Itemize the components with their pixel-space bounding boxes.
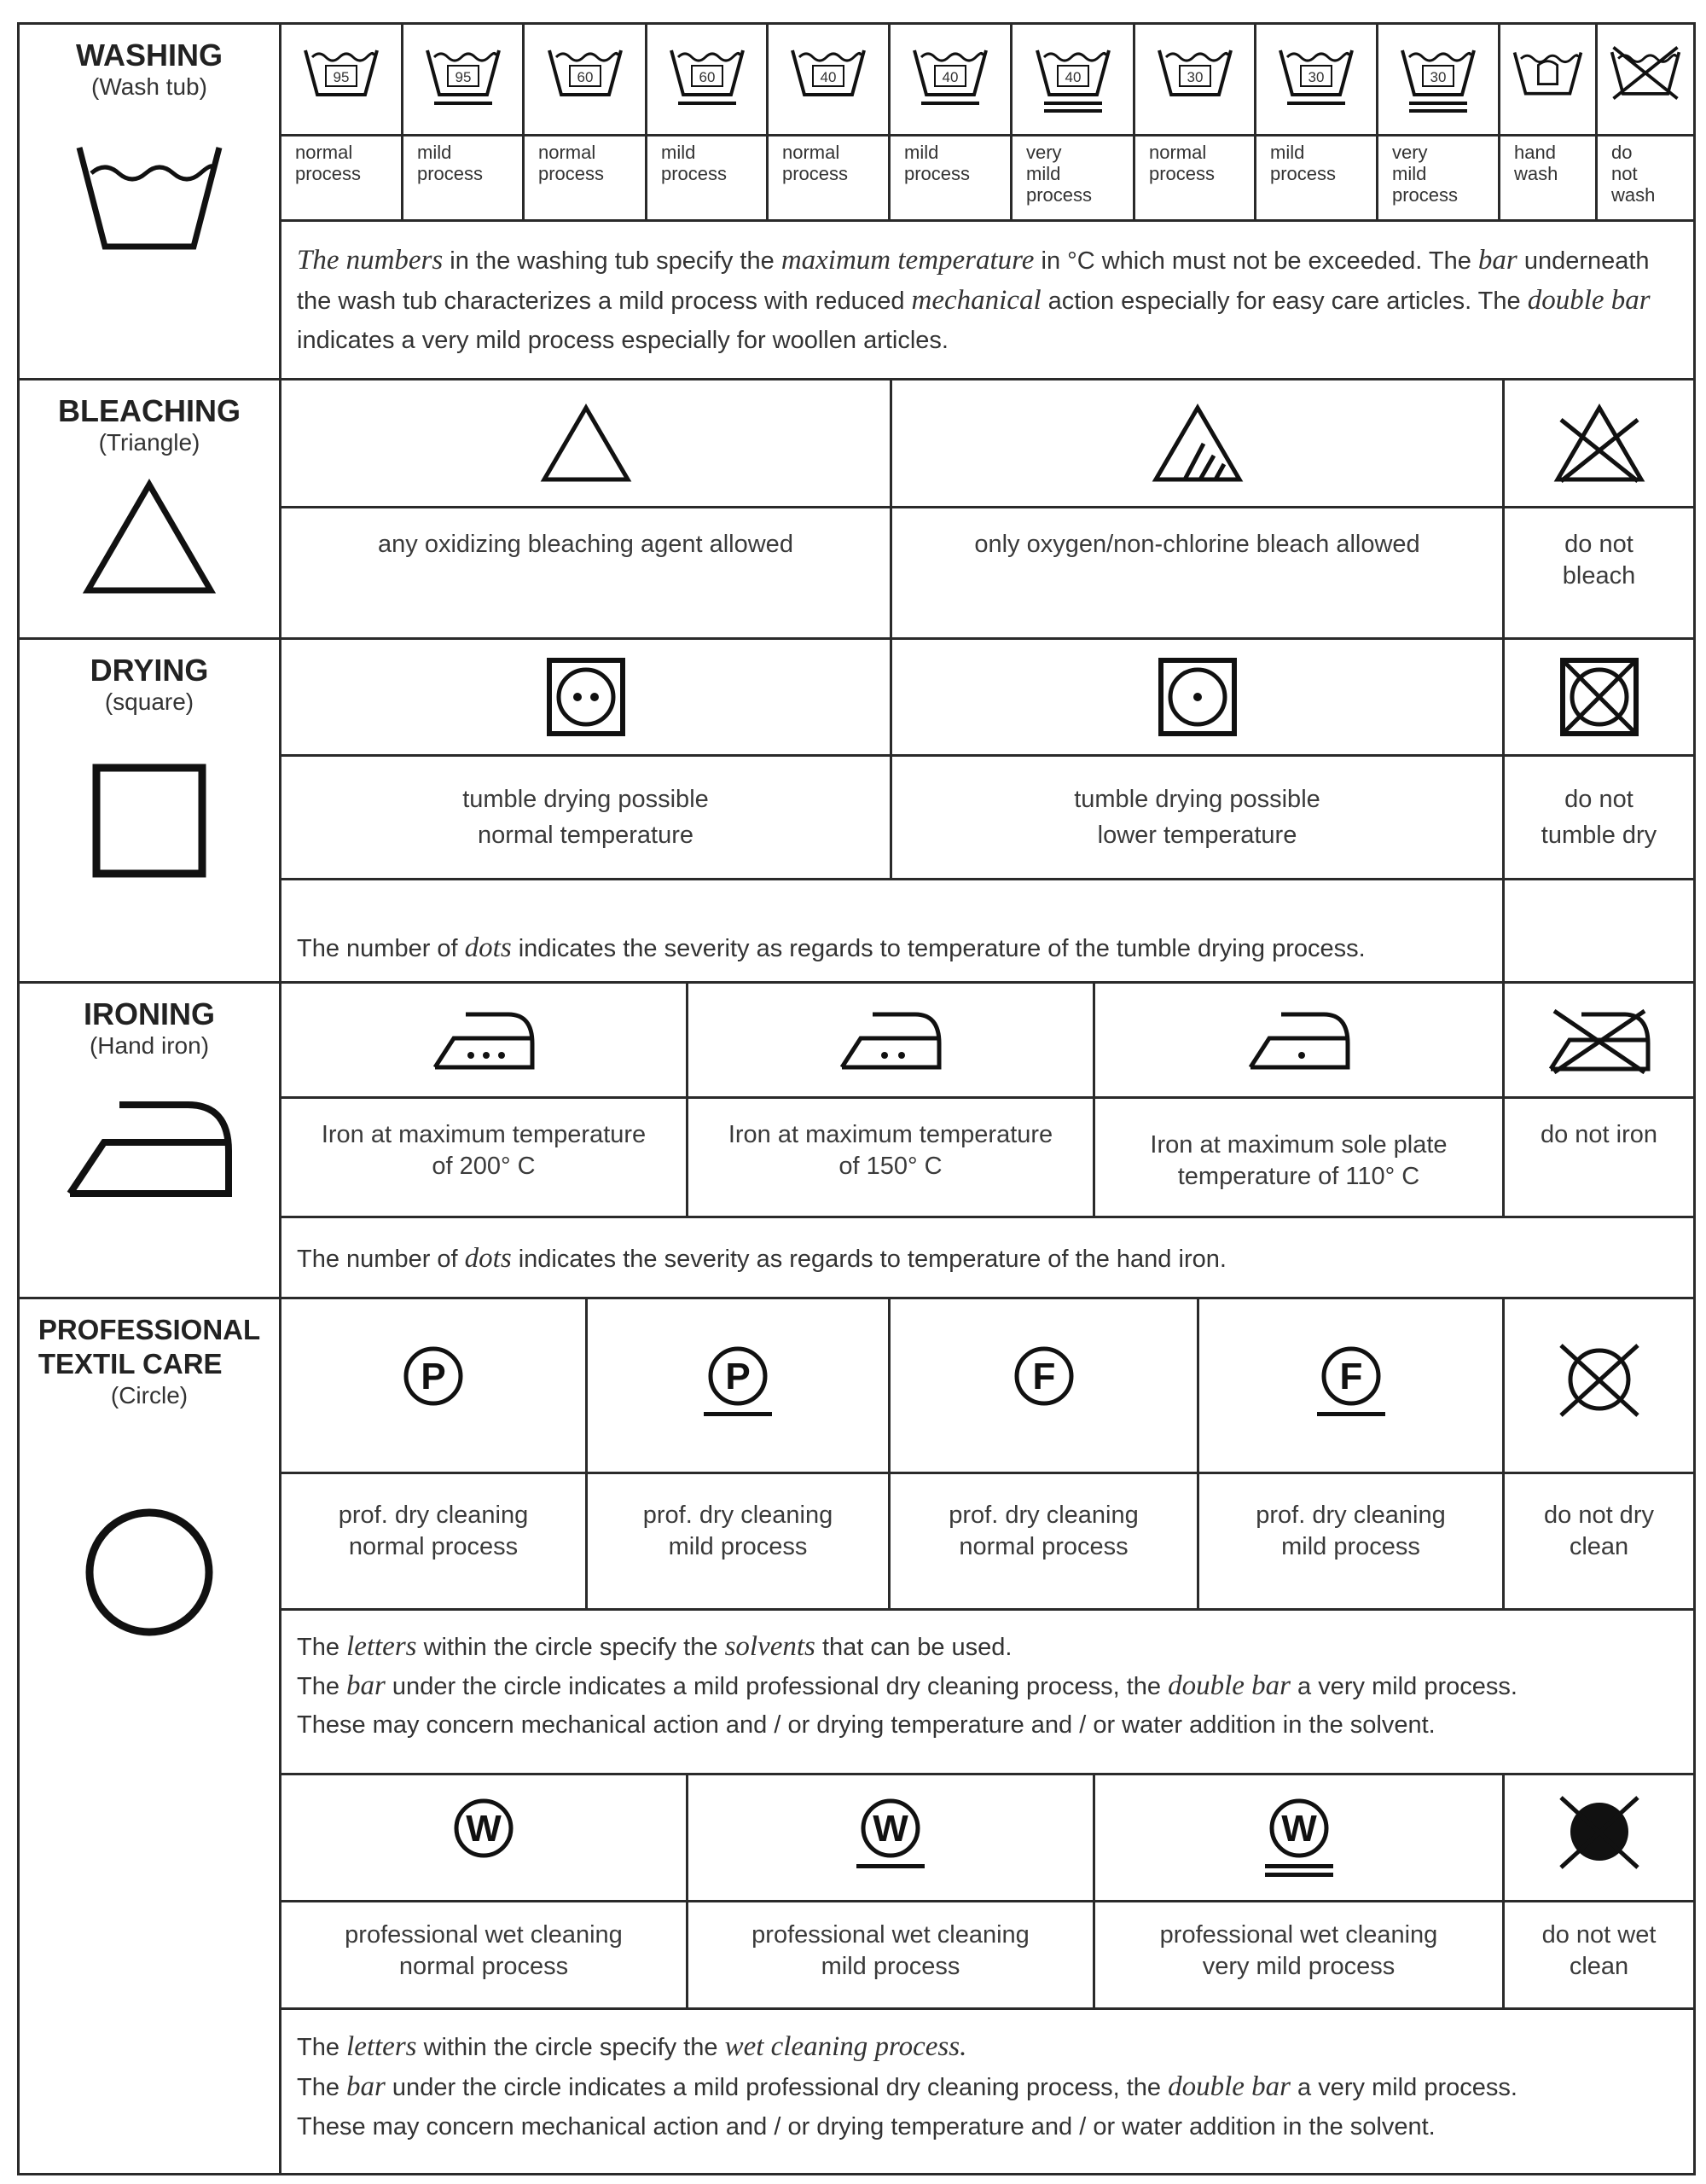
bleaching-subtitle: (Triangle)	[98, 429, 200, 456]
triangle-icon	[81, 478, 218, 597]
prof-label-cell	[585, 1472, 891, 1611]
note-text: The	[297, 1673, 347, 1700]
ironing-note	[279, 1216, 1696, 1299]
ironing-label: Iron at maximum temperature of 200° C	[321, 1121, 647, 1180]
drying-category-cell	[17, 637, 281, 984]
professional-subtitle: (Circle)	[110, 1382, 189, 1409]
note-text: indicates the severity as regards to temperature of the hand iron.	[511, 1246, 1227, 1273]
prof-label: professional wet cleaning normal process	[345, 1921, 623, 1980]
wash-tub-temp-icon	[300, 40, 382, 119]
note-text: The number of	[297, 935, 465, 962]
wash-label-cell	[279, 134, 403, 222]
note-emph: bar	[1477, 245, 1517, 276]
mild-process-bar	[704, 1412, 772, 1416]
prof-label: professional wet cleaning very mild process	[1159, 1921, 1438, 1980]
mild-process-bar	[1265, 1873, 1333, 1877]
wash-label-cell	[645, 134, 769, 222]
mild-process-bar	[856, 1864, 925, 1868]
wash-temp-label: 60	[577, 69, 593, 85]
mild-process-bar	[1409, 109, 1467, 113]
note-text: within the circle specify the	[416, 2034, 725, 2061]
note-emph: double bar	[1527, 285, 1651, 316]
wash-label-cell	[401, 134, 525, 222]
prof-label: professional wet cleaning mild process	[751, 1921, 1030, 1980]
wash-label: mild process	[661, 142, 728, 184]
wash-label-cell	[1133, 134, 1256, 222]
note-text: in °C which must not be exceeded. The	[1034, 247, 1478, 275]
iron-110-label-cell	[1093, 1096, 1505, 1218]
dry-not-symbol-cell	[1502, 637, 1696, 757]
prof-label-cell	[888, 1472, 1199, 1611]
wash-temp-label: 40	[1065, 69, 1081, 85]
bleach-oxygen-symbol-cell	[890, 378, 1505, 508]
mild-process-bar	[678, 102, 736, 105]
wash-temp-label: 30	[1430, 69, 1447, 85]
wash-symbol-cell	[1254, 22, 1378, 136]
ironing-title: IRONING	[83, 996, 215, 1031]
prof-dry-note	[279, 1608, 1696, 1775]
wash-label: normal process	[538, 142, 605, 184]
bleaching-title: BLEACHING	[58, 393, 241, 428]
drying-note-blank-cell	[1502, 878, 1696, 984]
drying-note	[279, 878, 1505, 984]
circle-w-icon	[844, 1791, 937, 1885]
wash-tub-temp-icon	[1275, 40, 1357, 119]
drying-title: DRYING	[90, 653, 209, 688]
note-emph: bar	[346, 1670, 386, 1701]
note-text: under the circle indicates a mild professional dry cleaning process, the	[385, 2074, 1169, 2101]
iron-150-symbol-cell	[686, 981, 1095, 1099]
iron-two-dots-icon	[835, 1008, 946, 1072]
prof-label-cell	[279, 1472, 588, 1611]
bleach-any-label-cell	[279, 506, 892, 640]
wash-label: mild process	[904, 142, 971, 184]
bleach-oxygen-label-cell	[890, 506, 1505, 640]
note-emph: letters	[346, 1631, 417, 1662]
wash-label: mild process	[417, 142, 484, 184]
bleach-not-label-cell	[1502, 506, 1696, 640]
drying-label: do not tumble dry	[1541, 786, 1657, 849]
bleach-label: any oxidizing bleaching agent allowed	[378, 531, 793, 558]
washing-category-cell	[17, 22, 281, 380]
note-emph: dots	[464, 932, 512, 963]
ironing-category-cell	[17, 981, 281, 1299]
prof-label-cell	[1502, 1900, 1696, 2010]
note-text: These may concern mechanical action and / or drying temperature and / or water addition in the solvent.	[297, 2113, 1436, 2140]
prof-label: do not dry clean	[1544, 1502, 1654, 1560]
mild-process-bar	[1044, 109, 1102, 113]
wash-temp-label: 95	[333, 69, 350, 85]
note-emph: double bar	[1168, 2071, 1291, 2102]
wash-label-cell	[1595, 134, 1696, 222]
circle-letter: F	[1032, 1356, 1055, 1397]
bleach-not-symbol-cell	[1502, 378, 1696, 508]
iron-one-dot-icon	[1244, 1008, 1355, 1072]
wash-label: hand wash	[1514, 142, 1558, 184]
wash-label-cell	[888, 134, 1013, 222]
wash-tub-icon	[73, 136, 226, 255]
dry-normal-label-cell	[279, 754, 892, 880]
circle-letter: P	[421, 1356, 446, 1397]
note-emph: letters	[346, 2031, 417, 2062]
do-not-wet-clean-icon	[1552, 1791, 1646, 1885]
wash-label: do not wash	[1611, 142, 1656, 206]
wash-label: normal process	[782, 142, 849, 184]
wash-tub-temp-icon	[909, 40, 991, 119]
dry-normal-symbol-cell	[279, 637, 892, 757]
note-text: indicates the severity as regards to temperature of the tumble drying process.	[511, 935, 1366, 962]
mild-process-bar	[1287, 102, 1345, 105]
wash-tub-temp-icon	[1032, 40, 1114, 119]
wash-temp-label: 40	[942, 69, 959, 85]
wash-tub-temp-icon	[544, 40, 626, 119]
note-emph: numbers	[345, 245, 444, 276]
circle-icon	[81, 1504, 218, 1641]
mild-process-bar	[921, 102, 979, 105]
mild-process-bar	[434, 102, 492, 105]
professional-category-cell	[17, 1297, 281, 2175]
prof-symbol-cell	[279, 1773, 688, 1902]
note-text: The	[297, 2074, 347, 2101]
do-not-bleach-icon	[1552, 403, 1646, 485]
wash-label-cell	[1498, 134, 1598, 222]
iron-not-label-cell	[1502, 1096, 1696, 1218]
circle-f-icon	[1304, 1339, 1398, 1432]
wash-label-cell	[766, 134, 891, 222]
note-emph: The	[297, 245, 339, 276]
do-not-iron-icon	[1544, 1004, 1655, 1076]
prof-label-cell	[279, 1900, 688, 2010]
wash-tub-temp-icon	[666, 40, 748, 119]
wash-tub-temp-icon	[1154, 40, 1236, 119]
note-text: within the circle specify the	[416, 1634, 725, 1661]
bleach-label: do not bleach	[1562, 531, 1636, 590]
wash-tub-temp-icon	[422, 40, 504, 119]
iron-not-symbol-cell	[1502, 981, 1696, 1099]
ironing-label: Iron at maximum temperature of 150° C	[728, 1121, 1053, 1180]
bleaching-category-cell	[17, 378, 281, 640]
wash-label-cell	[1254, 134, 1378, 222]
note-emph: maximum temperature	[780, 245, 1035, 276]
dry-not-label-cell	[1502, 754, 1696, 880]
prof-symbol-cell	[279, 1297, 588, 1474]
professional-title: PROFESSIONAL TEXTIL CARE	[38, 1314, 261, 1380]
do-not-wash-icon	[1607, 40, 1684, 119]
prof-wet-note	[279, 2007, 1696, 2175]
note-emph: wet cleaning process.	[724, 2031, 967, 2062]
hand-wash-icon	[1510, 40, 1586, 119]
note-text: These may concern mechanical action and / or drying temperature and / or water addition in the solvent.	[297, 1711, 1436, 1739]
wash-temp-label: 40	[820, 69, 837, 85]
wash-symbol-cell	[1595, 22, 1696, 136]
wash-label-cell	[1376, 134, 1500, 222]
iron-150-label-cell	[686, 1096, 1095, 1218]
square-icon	[90, 761, 209, 880]
circle-letter: W	[466, 1808, 502, 1850]
hand-iron-icon	[60, 1091, 239, 1202]
note-text: The	[297, 2034, 347, 2061]
circle-f-icon	[997, 1339, 1091, 1432]
dry-low-label-cell	[890, 754, 1505, 880]
prof-symbol-cell	[585, 1297, 891, 1474]
prof-label: prof. dry cleaning mild process	[1256, 1502, 1446, 1560]
wash-label: very mild process	[1392, 142, 1459, 206]
note-text: that can be used.	[815, 1634, 1013, 1661]
iron-200-label-cell	[279, 1096, 688, 1218]
prof-label-cell	[686, 1900, 1095, 2010]
drying-label: tumble drying possible lower temperature	[1074, 786, 1320, 849]
iron-110-symbol-cell	[1093, 981, 1505, 1099]
iron-three-dots-icon	[428, 1008, 539, 1072]
wash-symbol-cell	[279, 22, 403, 136]
bleach-any-symbol-cell	[279, 378, 892, 508]
wash-label-cell	[522, 134, 647, 222]
iron-200-symbol-cell	[279, 981, 688, 1099]
mild-process-bar	[1044, 102, 1102, 105]
washing-title: WASHING	[75, 38, 223, 73]
wash-label: mild process	[1270, 142, 1337, 184]
tumble-dry-two-dots-icon	[545, 656, 627, 738]
note-emph: dots	[464, 1243, 512, 1274]
wash-symbol-cell	[888, 22, 1013, 136]
mild-process-bar	[1265, 1864, 1333, 1868]
circle-letter: P	[725, 1356, 751, 1397]
wash-label: normal process	[1149, 142, 1216, 184]
wash-label-cell	[1010, 134, 1135, 222]
circle-p-icon	[691, 1339, 785, 1432]
note-text: The	[297, 1634, 347, 1661]
prof-label: do not wet clean	[1541, 1921, 1657, 1980]
wash-temp-label: 30	[1187, 69, 1203, 85]
note-text: action especially for easy care articles. The	[1041, 288, 1528, 315]
circle-p-icon	[386, 1339, 480, 1432]
prof-symbol-cell	[1502, 1773, 1696, 1902]
tumble-dry-one-dot-icon	[1157, 656, 1239, 738]
drying-subtitle: (square)	[104, 688, 194, 715]
wash-tub-temp-icon	[787, 40, 869, 119]
triangle-icon	[539, 403, 633, 485]
wash-label: normal process	[295, 142, 362, 184]
circle-letter: W	[873, 1808, 908, 1850]
prof-label-cell	[1093, 1900, 1505, 2010]
triangle-striped-icon	[1151, 403, 1245, 485]
note-text: under the circle indicates a mild professional dry cleaning process, the	[385, 1673, 1169, 1700]
note-text: The number of	[297, 1246, 465, 1273]
wash-symbol-cell	[1010, 22, 1135, 136]
prof-label: prof. dry cleaning mild process	[642, 1502, 833, 1560]
note-text: underneath the wash tub characterizes a mild process with reduced	[297, 247, 1650, 315]
wash-label: very mild process	[1026, 142, 1093, 206]
prof-symbol-cell	[1197, 1297, 1505, 1474]
note-emph: double bar	[1168, 1670, 1291, 1701]
prof-symbol-cell	[1502, 1297, 1696, 1474]
wash-temp-label: 95	[455, 69, 471, 85]
wash-temp-label: 30	[1308, 69, 1325, 85]
prof-symbol-cell	[888, 1297, 1199, 1474]
prof-label-cell	[1197, 1472, 1505, 1611]
note-emph: mechanical	[911, 285, 1042, 316]
ironing-label: do not iron	[1540, 1121, 1658, 1148]
wash-temp-label: 60	[699, 69, 715, 85]
wash-symbol-cell	[766, 22, 891, 136]
circle-w-icon	[437, 1791, 531, 1885]
washing-note	[279, 219, 1696, 380]
mild-process-bar	[1409, 102, 1467, 105]
prof-symbol-cell	[686, 1773, 1095, 1902]
prof-label-cell	[1502, 1472, 1696, 1611]
note-text: a very mild process.	[1291, 2074, 1517, 2101]
note-text: in the washing tub specify the	[443, 247, 781, 275]
circle-letter: W	[1280, 1808, 1317, 1850]
wash-symbol-cell	[522, 22, 647, 136]
bleach-label: only oxygen/non-chlorine bleach allowed	[974, 531, 1420, 558]
wash-symbol-cell	[1133, 22, 1256, 136]
circle-w-icon	[1252, 1791, 1346, 1885]
prof-label: prof. dry cleaning normal process	[949, 1502, 1139, 1560]
do-not-tumble-dry-icon	[1558, 656, 1640, 738]
circle-letter: F	[1339, 1356, 1362, 1397]
washing-subtitle: (Wash tub)	[91, 73, 207, 100]
note-text: indicates a very mild process especially for woollen articles.	[297, 327, 949, 354]
note-emph: solvents	[724, 1631, 815, 1662]
mild-process-bar	[1317, 1412, 1385, 1416]
wash-symbol-cell	[1498, 22, 1598, 136]
wash-symbol-cell	[1376, 22, 1500, 136]
prof-symbol-cell	[1093, 1773, 1505, 1902]
note-emph: bar	[346, 2071, 386, 2102]
ironing-label: Iron at maximum sole plate temperature of 110° C	[1150, 1131, 1448, 1190]
dry-low-symbol-cell	[890, 637, 1505, 757]
prof-label: prof. dry cleaning normal process	[338, 1502, 529, 1560]
do-not-dry-clean-icon	[1552, 1339, 1646, 1432]
drying-label: tumble drying possible normal temperature	[462, 786, 709, 849]
note-text: a very mild process.	[1291, 1673, 1517, 1700]
ironing-subtitle: (Hand iron)	[89, 1032, 210, 1059]
wash-tub-temp-icon	[1397, 40, 1479, 119]
wash-symbol-cell	[645, 22, 769, 136]
wash-symbol-cell	[401, 22, 525, 136]
